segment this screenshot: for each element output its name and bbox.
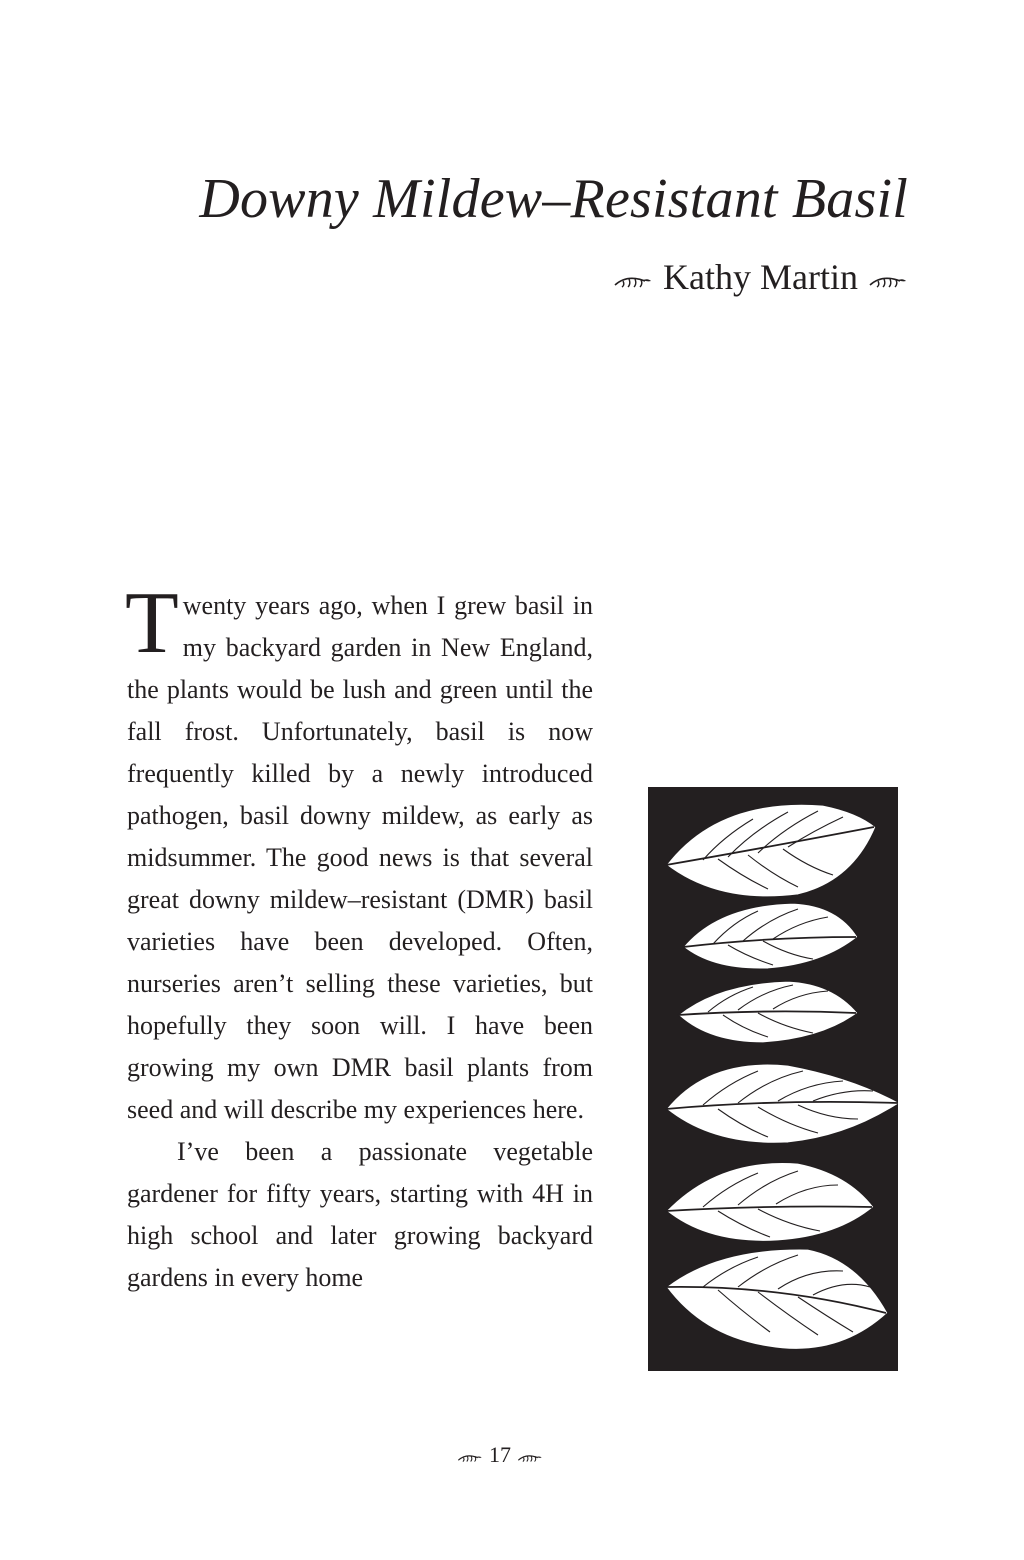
article-body: [125, 575, 593, 1299]
leaf-ornament-right-icon: [868, 272, 908, 288]
paragraph-2: I’ve been a passionate vegetable gardener for fifty years, starting with 4H in high school and later growing backyard gardens in every home: [127, 1137, 593, 1292]
paragraph-1: [125, 575, 593, 1131]
page-number: 17: [489, 1442, 511, 1467]
paragraph-1-text: wenty years ago, when I grew basil in my backyard garden in New England, the plants would be lush and green until the fall frost. Unfortunately, basil is now frequently killed by a newly introduced pathogen, basil downy mildew, as early as midsummer. The good news is that several great downy mildew–resistant (DMR) basil varieties have been developed. Often, nurseries aren’t selling these varieties, but hopefully they soon will. I have been growing my own DMR basil plants from seed and will describe my experiences here.: [127, 591, 593, 1124]
author-name: Kathy Martin: [663, 257, 858, 297]
article-title: Downy Mildew–Resistant Basil: [199, 168, 908, 230]
leaf-ornament-footer-left-icon: [457, 1451, 483, 1463]
basil-leaves-illustration: [648, 787, 898, 1371]
byline: [500, 255, 908, 299]
leaf-ornament-left-icon: [613, 272, 653, 288]
leaf-ornament-footer-right-icon: [517, 1451, 543, 1463]
drop-cap: T: [125, 575, 179, 672]
basil-leaves-icon: [648, 787, 898, 1371]
page-footer: [300, 1440, 700, 1470]
